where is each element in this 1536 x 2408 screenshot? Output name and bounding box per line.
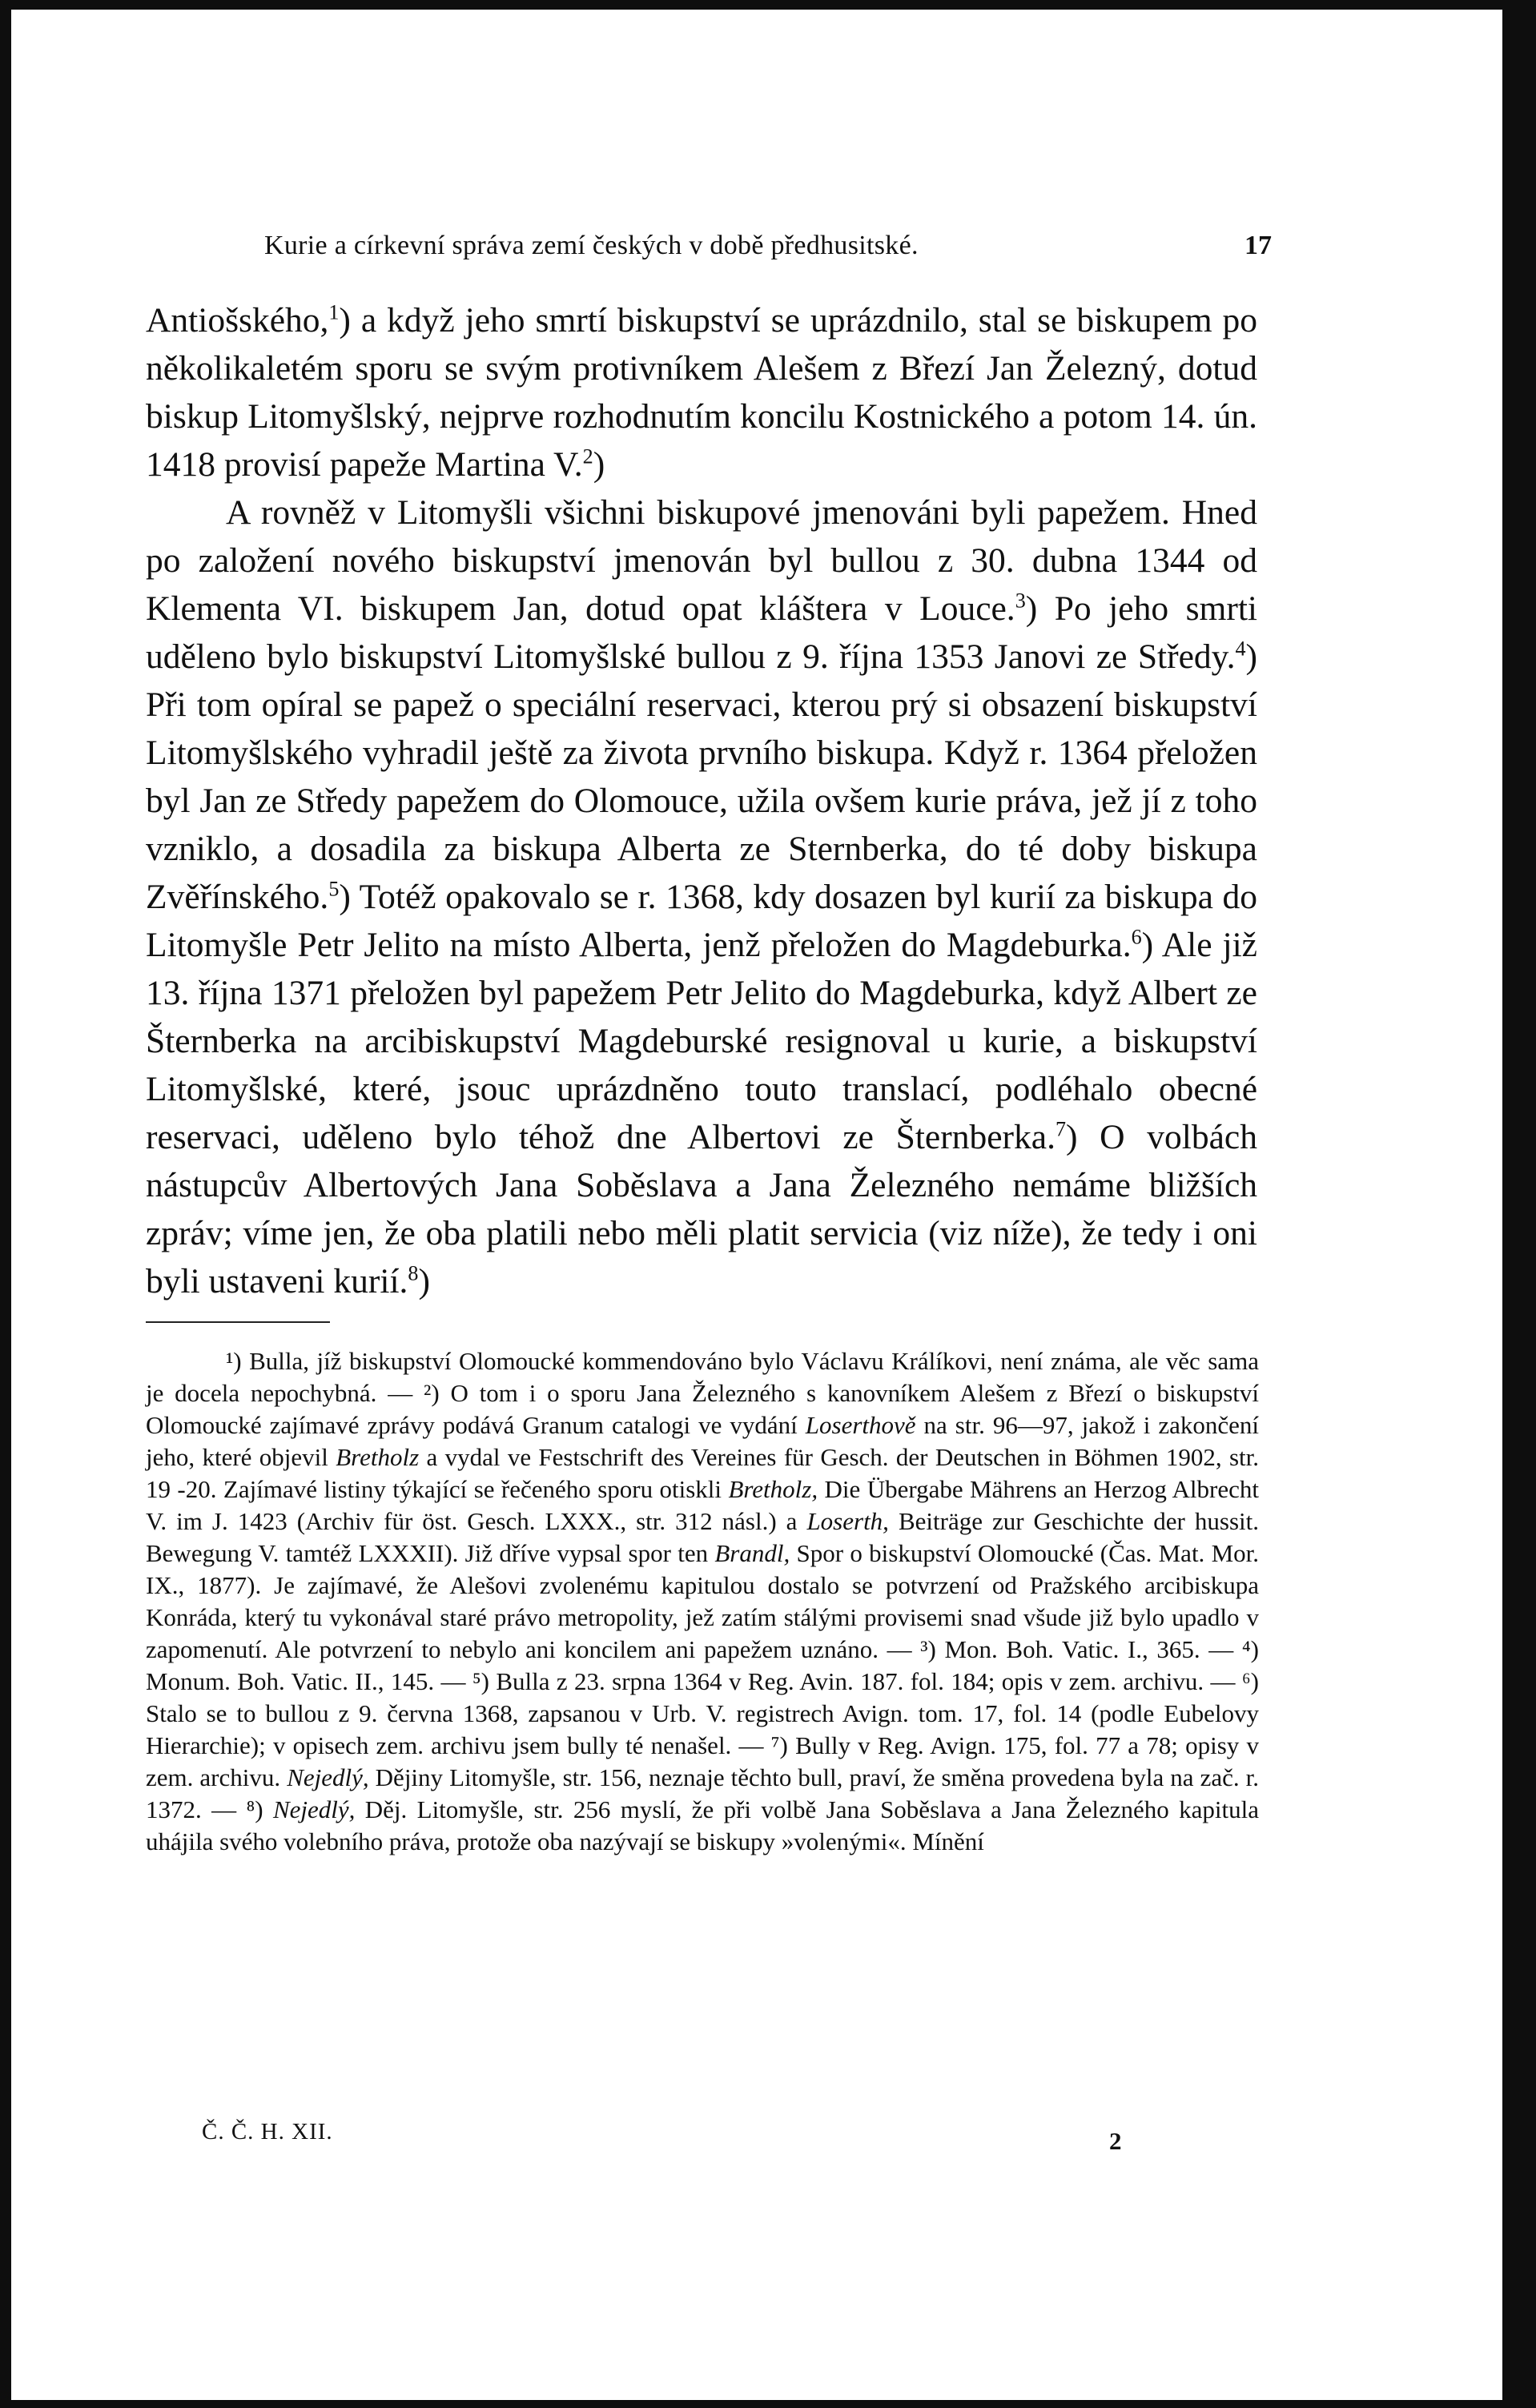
footnote-ref-8: 8	[408, 1261, 419, 1285]
scan-border-left	[0, 0, 11, 2408]
running-title: Kurie a církevní správa zemí českých v době předhusitské.	[264, 231, 919, 260]
text-run: ¹) Bulla, jíž biskupství Olomoucké kommendováno bylo Václavu Králíkovi, není známa, ale věc sama je docela nepochybná. — ²) O tom i o sporu Jana Železného s kanovníkem Alešem z Březí o biskupství Olomoucké zajímavé zprávy podává Granum catalogi ve vydání	[146, 1347, 1259, 1439]
text-run: A rovněž v Litomyšli všichni biskupové jmenováni byli papežem. Hned po založení nového biskupství jmenován byl bullou z 30. dubna 1344 od Klementa VI. biskupem Jan, dotud opat kláštera v Louce.	[146, 493, 1257, 628]
text-run: )	[418, 1262, 430, 1300]
page-number: 17	[1244, 231, 1272, 260]
text-run: )	[593, 445, 605, 484]
footnote-divider	[146, 1321, 330, 1323]
text-run: a vydal ve Festschrift des Vereines für Gesch. der Deutschen in Böhmen 1902, str. 19 -20. Zajímavé listiny týkající se řečeného sporu otiskli	[146, 1443, 1260, 1503]
text-run: Spor o biskupství Olomoucké (Čas. Mat. Mor. IX., 1877). Je zajímavé, že Alešovi zvolenému kapitulou dostalo se potvrzení od Pražského arcibiskupa Konráda, který tu vykonával staré právo metropolity, jež zatím stálými provisemi snad všude již bylo upadlo v zapomenutí. Ale potvrzení to nebylo ani koncilem ani papežem uznáno. — ³) Mon. Boh. Vatic. I., 365. — ⁴) Monum. Boh. Vatic. II., 145. — ⁵) Bulla z 23. srpna 1364 v Reg. Avin. 187. fol. 184; opis v zem. archivu. — ⁶) Stalo se to bullou z 9. června 1368, zapsanou v Urb. V. registrech Avign. tom. 17, fol. 14 (podle Eubelovy Hierarchie); v opisech zem. archivu jsem bully té nenašel. — ⁷) Bully v Reg. Avign. 175, fol. 77 a 78; opisy v zem. archivu.	[146, 1539, 1260, 1791]
text-run: ) Totéž opakovalo se r. 1368, kdy dosazen byl kurií za biskupa do Litomyšle Petr Jelito na místo Alberta, jenž přeložen do Magdeburka.	[146, 878, 1257, 964]
scan-border-right	[1502, 0, 1536, 2408]
scan-border-bottom	[0, 2400, 1536, 2408]
text-run: na str. 96—97, jakož i zakončení jeho, které objevil	[146, 1411, 1260, 1471]
author-name: Bretholz	[336, 1443, 420, 1471]
paragraph-2	[146, 488, 1257, 1305]
text-run: Die Übergabe Mährens an Herzog Albrecht V. im J. 1423 (Archiv für öst. Gesch. LXXX., str. 312 násl.) a	[146, 1475, 1260, 1535]
paragraph-1	[146, 296, 1257, 488]
footnote-ref-3: 3	[1015, 589, 1026, 613]
author-name: Brandl,	[714, 1539, 790, 1567]
text-run: Dějiny Litomyšle, str. 156, neznaje těchto bull, praví, že směna provedena byla na zač. r. 1372. — ⁸)	[146, 1763, 1260, 1823]
text-run: ) Při tom opíral se papež o speciální reservaci, kterou prý si obsazení biskupství Litomyšlského vyhradil ještě za života prvního biskupa. Když r. 1364 přeložen byl Jan ze Středy papežem do Olomouce, užila ovšem kurie práva, jež jí z toho vzniklo, a dosadila za biskupa Alberta ze Sternberka, do té doby biskupa Zvěřínského.	[146, 637, 1257, 916]
author-name: Loserthově	[805, 1411, 916, 1439]
text-run: ) Po jeho smrti uděleno bylo biskupství Litomyšlské bullou z 9. října 1353 Janovi ze Středy.	[146, 589, 1257, 676]
author-name: Bretholz,	[728, 1475, 818, 1503]
text-run: ) a když jeho smrtí biskupství se uprázdnilo, stal se biskupem po několikaletém sporu se svým protivníkem Alešem z Březí Jan Železný, dotud biskup Litomyšlský, nejprve rozhodnutím koncilu Kostnického a potom 14. ún. 1418 provisí papeže Martina V.	[146, 301, 1257, 484]
author-name: Nejedlý,	[287, 1763, 369, 1791]
signature-line	[146, 2114, 1259, 2155]
main-text	[146, 296, 1257, 1305]
text-run: ) O volbách nástupcův Albertových Jana Soběslava a Jana Železného nemáme bližších zpráv; víme jen, že oba platili nebo měli platit servicia (viz níže), že tedy i oni byli ustaveni kurií.	[146, 1118, 1257, 1300]
footnote-ref-2: 2	[582, 444, 593, 468]
text-run: Děj. Litomyšle, str. 256 myslí, že při volbě Jana Soběslava a Jana Železného kapitula uhájila svého volebního práva, protože oba nazývají se biskupy »volenými«. Mínění	[146, 1795, 1259, 1855]
footnotes	[146, 1345, 1259, 1858]
footnote-ref-4: 4	[1235, 637, 1246, 661]
author-name: Loserth,	[806, 1507, 889, 1535]
footnote-ref-1: 1	[328, 300, 340, 324]
journal-signature: Č. Č. H. XII.	[202, 2119, 333, 2145]
sheet-number: 2	[1109, 2127, 1122, 2155]
text-run: Beiträge zur Geschichte der hussit. Bewegung V. tamtéž LXXXII). Již dříve vypsal spor ten	[146, 1507, 1259, 1567]
author-name: Nejedlý,	[272, 1795, 356, 1823]
footnote-ref-6: 6	[1131, 925, 1142, 949]
footnote-ref-5: 5	[328, 877, 340, 901]
running-header	[264, 226, 1272, 266]
text-run: Antiošského,	[146, 301, 329, 340]
footnote-block	[146, 1345, 1259, 1858]
text-run: ) Ale již 13. října 1371 přeložen byl papežem Petr Jelito do Magdeburka, když Albert ze Šternberka na arcibiskupství Magdeburské resignoval u kurie, a biskupství Litomyšlské, které, jsouc uprázdněno touto translací, podléhalo obecné reservaci, uděleno bylo téhož dne Albertovi ze Šternberka.	[146, 926, 1257, 1156]
footnote-ref-7: 7	[1055, 1117, 1066, 1141]
scan-border-top	[0, 0, 1536, 10]
